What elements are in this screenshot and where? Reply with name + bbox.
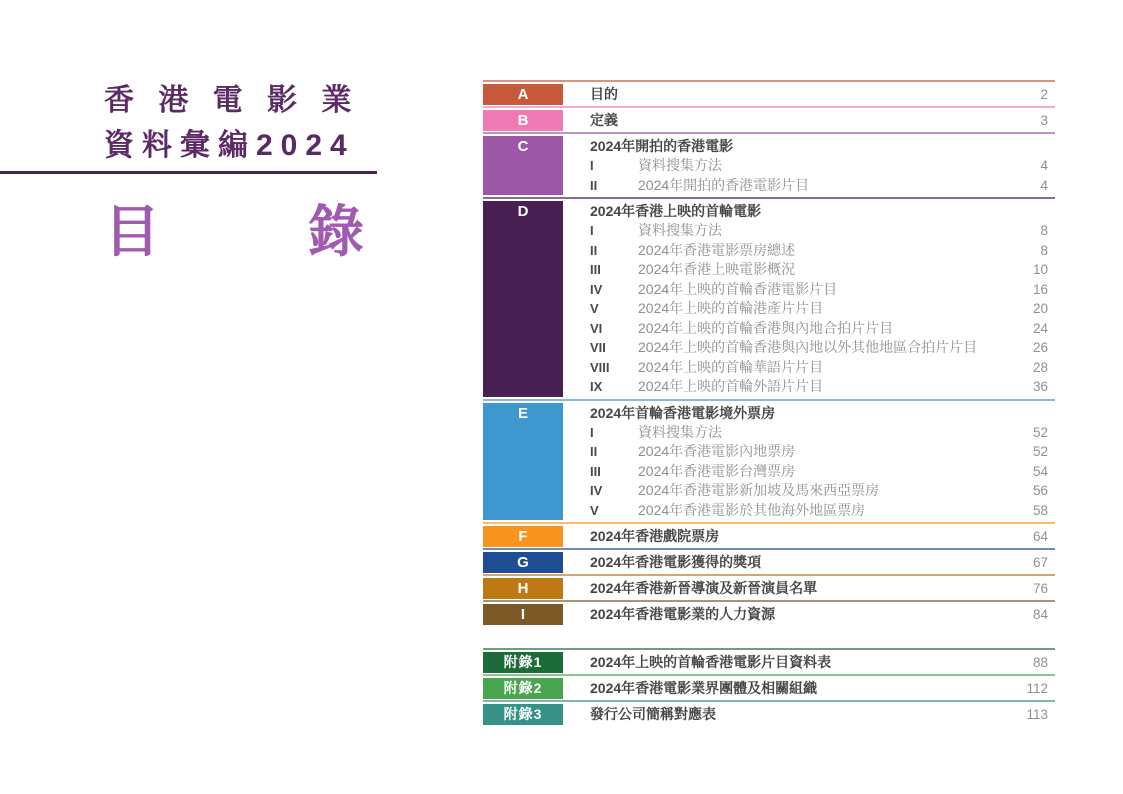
item-numeral: I <box>590 424 594 440</box>
section-heading-row <box>571 84 1055 105</box>
section-title: 2024年香港電影業界團體及相關組織 <box>590 680 818 696</box>
item-numeral: II <box>590 177 598 193</box>
toc-section-E <box>483 399 1055 523</box>
item-title: 2024年香港電影台灣票房 <box>638 462 796 479</box>
toc-item <box>571 176 1055 196</box>
page-number: 8 <box>1040 242 1048 258</box>
toc-item <box>571 260 1055 280</box>
page-number: 3 <box>1040 113 1048 128</box>
section-heading-row <box>571 578 1055 599</box>
section-content <box>571 552 1055 573</box>
section-content <box>571 604 1055 625</box>
section-label: 附錄3 <box>483 704 563 725</box>
toc-item <box>571 423 1055 443</box>
page-number: 8 <box>1040 223 1048 238</box>
section-title: 目的 <box>590 86 618 102</box>
toc-item <box>571 299 1055 319</box>
section-heading-row <box>571 201 1055 221</box>
toc-section-附錄2 <box>483 674 1055 700</box>
item-title: 2024年香港電影新加坡及馬來西亞票房 <box>638 482 880 498</box>
section-heading-row <box>571 552 1055 573</box>
item-title: 2024年上映的首輪華語片片目 <box>638 358 824 375</box>
toc-sections <box>483 80 1055 626</box>
page-number: 16 <box>1032 281 1048 297</box>
toc-item <box>571 280 1055 300</box>
toc-section-B <box>483 106 1055 132</box>
section-title: 發行公司簡稱對應表 <box>590 706 716 722</box>
toc-item <box>571 221 1055 241</box>
section-title: 2024年香港新晉導演及新晉演員名單 <box>590 580 818 596</box>
page-number: 84 <box>1032 607 1048 622</box>
section-label: C <box>483 136 563 195</box>
item-numeral: I <box>590 223 594 238</box>
item-numeral: V <box>590 301 599 316</box>
table-of-contents <box>483 80 1055 726</box>
item-title: 資料搜集方法 <box>638 423 722 440</box>
page-title <box>104 188 364 268</box>
brand-title-line1: 香 港 電 影 業 <box>104 84 360 117</box>
item-title: 2024年上映的首輪港產片片目 <box>638 300 824 316</box>
toc-item <box>571 481 1055 501</box>
item-numeral: IX <box>590 379 603 394</box>
section-heading-row <box>571 526 1055 547</box>
page-number: 52 <box>1032 444 1048 459</box>
brand-title-line2: 資料彙編2024 <box>104 129 355 162</box>
item-numeral: III <box>590 262 601 277</box>
item-title: 2024年上映的首輪香港與內地以外其他地區合拍片片目 <box>638 339 978 355</box>
page-number: 52 <box>1032 424 1048 440</box>
section-title: 2024年香港上映的首輪電影 <box>590 203 762 219</box>
section-content <box>571 84 1055 105</box>
page-number: 20 <box>1032 301 1048 316</box>
toc-item <box>571 462 1055 482</box>
section-heading-row <box>571 652 1055 673</box>
item-numeral: III <box>590 463 601 479</box>
section-label: D <box>483 201 563 397</box>
page-number: 56 <box>1032 483 1048 498</box>
toc-section-C <box>483 132 1055 197</box>
section-label: F <box>483 526 563 547</box>
item-numeral: V <box>590 502 599 518</box>
section-label: A <box>483 84 563 105</box>
item-title: 2024年香港上映電影概況 <box>638 261 796 277</box>
page-number: 4 <box>1040 158 1048 173</box>
page-number: 64 <box>1032 529 1048 544</box>
toc-item <box>571 377 1055 397</box>
section-title: 2024年首輪香港電影境外票房 <box>590 404 776 421</box>
item-title: 2024年上映的首輪香港與內地合拍片片目 <box>638 319 894 336</box>
page-number: 24 <box>1032 320 1048 336</box>
item-numeral: VIII <box>590 359 610 375</box>
toc-item <box>571 338 1055 358</box>
item-numeral: IV <box>590 281 603 297</box>
page-number: 4 <box>1040 177 1048 193</box>
page-number: 54 <box>1032 463 1048 479</box>
page-number: 58 <box>1032 502 1048 518</box>
item-numeral: VII <box>590 340 606 355</box>
item-title: 2024年香港電影內地票房 <box>638 443 796 459</box>
page-number: 26 <box>1032 340 1048 355</box>
page-number: 113 <box>1026 707 1048 722</box>
section-title: 2024年開拍的香港電影 <box>590 138 734 154</box>
section-label: B <box>483 110 563 131</box>
section-title: 2024年香港戲院票房 <box>590 528 720 544</box>
section-content <box>571 201 1055 397</box>
section-heading-row <box>571 678 1055 699</box>
page-number: 67 <box>1032 555 1048 570</box>
page-number: 28 <box>1032 359 1048 375</box>
section-content <box>571 578 1055 599</box>
toc-item <box>571 319 1055 339</box>
item-title: 2024年上映的首輪外語片片目 <box>638 378 824 394</box>
item-title: 資料搜集方法 <box>638 222 722 238</box>
page-title-char: 錄 <box>308 200 364 263</box>
section-heading-row <box>571 704 1055 725</box>
section-label: G <box>483 552 563 573</box>
toc-item <box>571 241 1055 261</box>
toc-item <box>571 501 1055 521</box>
page-number: 76 <box>1032 581 1048 596</box>
page-number: 2 <box>1040 87 1048 102</box>
section-title: 2024年香港電影業的人力資源 <box>590 606 776 622</box>
section-heading-row <box>571 136 1055 156</box>
section-heading-row <box>571 403 1055 423</box>
toc-section-A <box>483 80 1055 106</box>
section-content <box>571 652 1055 673</box>
page-number: 88 <box>1032 655 1048 670</box>
title-divider <box>0 171 377 174</box>
section-heading-row <box>571 604 1055 625</box>
toc-section-附錄1 <box>483 648 1055 674</box>
item-numeral: I <box>590 158 594 173</box>
section-label: 附錄2 <box>483 678 563 699</box>
section-content <box>571 110 1055 131</box>
section-content <box>571 136 1055 195</box>
section-content <box>571 526 1055 547</box>
section-content <box>571 704 1055 725</box>
toc-item <box>571 358 1055 378</box>
toc-section-I <box>483 600 1055 626</box>
toc-appendices <box>483 648 1055 726</box>
toc-section-F <box>483 522 1055 548</box>
toc-section-G <box>483 548 1055 574</box>
item-numeral: VI <box>590 320 603 336</box>
section-heading-row <box>571 110 1055 131</box>
section-content <box>571 678 1055 699</box>
toc-section-D <box>483 197 1055 399</box>
page-number: 10 <box>1032 262 1048 277</box>
section-label: E <box>483 403 563 521</box>
section-content <box>571 403 1055 521</box>
page-number: 112 <box>1026 681 1048 696</box>
page-title-char: 目 <box>104 200 160 263</box>
item-title: 2024年香港電影票房總述 <box>638 241 796 258</box>
toc-item <box>571 156 1055 176</box>
item-title: 資料搜集方法 <box>638 157 722 173</box>
section-title: 2024年香港電影獲得的獎項 <box>590 554 762 570</box>
item-title: 2024年香港電影於其他海外地區票房 <box>638 501 866 518</box>
section-label: H <box>483 578 563 599</box>
brand-title <box>104 78 380 168</box>
item-title: 2024年開拍的香港電影片目 <box>638 176 810 193</box>
page-number: 36 <box>1032 379 1048 394</box>
item-numeral: II <box>590 242 598 258</box>
item-numeral: II <box>590 444 598 459</box>
toc-section-H <box>483 574 1055 600</box>
toc-section-附錄3 <box>483 700 1055 726</box>
section-label: 附錄1 <box>483 652 563 673</box>
toc-item <box>571 442 1055 462</box>
item-numeral: IV <box>590 483 603 498</box>
section-title: 2024年上映的首輪香港電影片目資料表 <box>590 654 832 670</box>
section-title: 定義 <box>590 112 618 128</box>
item-title: 2024年上映的首輪香港電影片目 <box>638 280 838 297</box>
section-label: I <box>483 604 563 625</box>
